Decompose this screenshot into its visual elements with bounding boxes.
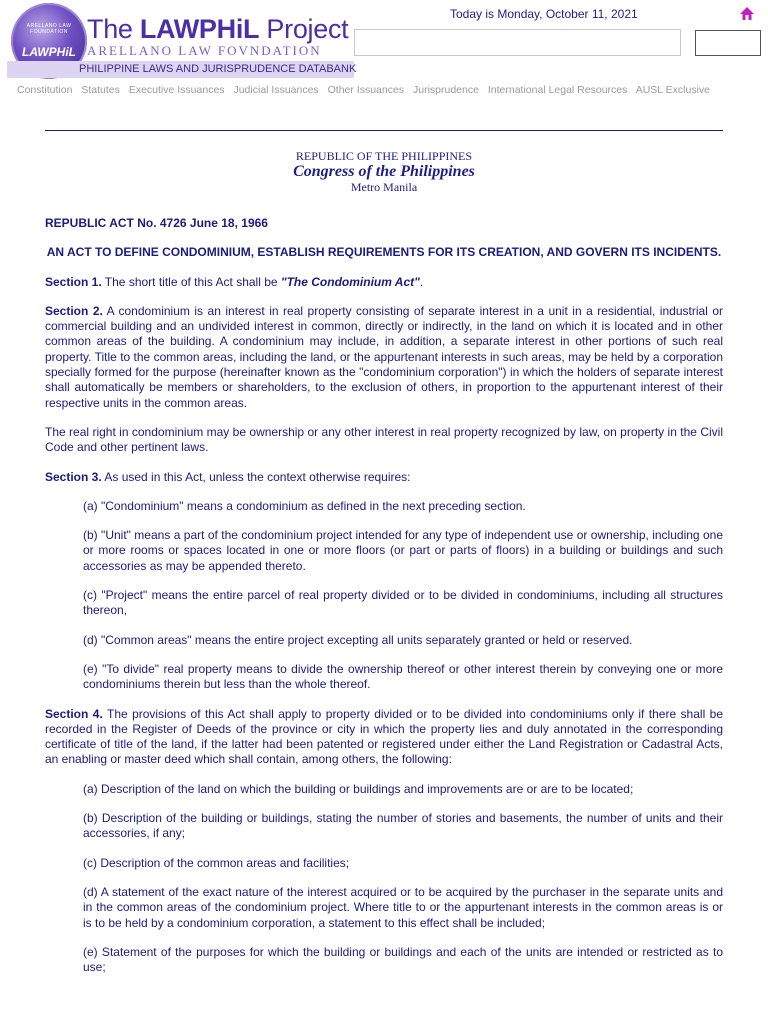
section-1-text: The short title of this Act shall be [101, 274, 281, 289]
home-icon[interactable] [739, 6, 755, 22]
nav-executive-issuances[interactable]: Executive Issuances [128, 84, 225, 96]
logo-badge-top: ARELLANO LAW FOUNDATION [26, 23, 72, 35]
section-3 [45, 470, 723, 485]
section-3-item-e: (e) "To divide" real property means to divide the ownership thereof or other interest therein by conveying one or more condominiums therein but less than the whole thereof. [83, 661, 723, 692]
section-4-item-a: (a) Description of the land on which the building or buildings and improvements are or are to be located; [83, 781, 634, 796]
act-title: AN ACT TO DEFINE CONDOMINIUM, ESTABLISH REQUIREMENTS FOR ITS CREATION, AND GOVERN ITS INCIDENTS. [46, 245, 722, 260]
logo-badge-main: LAWPHiL [22, 45, 76, 59]
databank-banner [7, 61, 357, 78]
section-3-text: As used in this Act, unless the context otherwise requires: [101, 469, 411, 484]
nav-statutes[interactable]: Statutes [81, 84, 120, 96]
section-4-item-e: (e) Statement of the purposes for which the building or buildings and each of the units are intended or restricted as to use; [83, 944, 723, 975]
city-label: Metro Manila [350, 180, 418, 194]
section-1-end: . [419, 274, 424, 289]
section-3-item-a: (a) "Condominium" means a condominium as defined in the next preceding section. [83, 498, 526, 513]
brand-title[interactable] [87, 14, 348, 45]
section-4-text: The provisions of this Act shall apply to property divided or to be divided into condominiums only if there shall be recorded in the Register of Deeds of the province or city in which the property lies and duly annotated in the corresponding certificate of title of the land, if the latter had been patented or registered under either the Land Registration or Cadastral Acts, an enabling or master deed which shall contain, among others, the following: [45, 706, 723, 767]
section-2-paragraph-2: The real right in condominium may be ownership or any other interest in real property recognized by law, on property in the Civil Code and other pertinent laws. [45, 424, 723, 455]
section-3-item-b: (b) "Unit" means a part of the condominium project intended for any type of independent use or ownership, including one or more rooms or spaces located in one or more floors (or part or parts of floors) in a building or buildings and such accessories as may be appended thereto. [83, 528, 723, 573]
nav-ausl-exclusive[interactable]: AUSL Exclusive [635, 84, 711, 96]
republic-label: REPUBLIC OF THE PHILIPPINES [295, 149, 473, 163]
section-3-item-c: (c) "Project" means the entire parcel of real property divided or to be divided in condominiums, including all structures thereon, [83, 588, 723, 618]
section-4 [45, 707, 723, 768]
foundation-name: ARELLANO LAW FOVNDATION [87, 43, 322, 58]
site-header [0, 0, 768, 84]
nav-jurisprudence[interactable]: Jurisprudence [412, 84, 479, 96]
header-divider [45, 130, 723, 131]
section-3-item-d: (d) "Common areas" means the entire project excepting all units separately granted or held or reserved. [83, 632, 633, 647]
document-body [45, 216, 723, 989]
section-4-item-c: (c) Description of the common areas and facilities; [83, 855, 350, 870]
search-button[interactable] [695, 30, 761, 56]
section-4-item-d: (d) A statement of the exact nature of the interest acquired or to be acquired by the purchaser in the separate units and in the common areas of the condominium project. Where title to or the appurtenant interests in the common areas is or is to be held by a condominium corporation, a statement to this effect shall be included; [83, 884, 723, 930]
current-date: Today is Monday, October 11, 2021 [450, 7, 638, 21]
congress-label: Congress of the Philippines [293, 163, 475, 180]
section-4-label: Section 4. [45, 706, 103, 721]
section-1-label: Section 1. [45, 274, 102, 289]
brand-name: LAWPHiL [139, 14, 260, 44]
databank-label: PHILIPPINE LAWS AND JURISPRUDENCE DATABANK [79, 63, 357, 75]
brand-prefix: The [87, 14, 140, 44]
act-number: REPUBLIC ACT No. 4726 June 18, 1966 [45, 216, 268, 230]
section-2-text: A condominium is an interest in real property consisting of separate interest in a unit in a residential, industrial or commercial building and an undivided interest in common, directly or indirectly, in the land on which it is located and in other common areas of the building. A condominium may include, in addition, a separate interest in other portions of such real property. Title to the common areas, including the land, or the appurtenant interests in such areas, may be held by a corporation specially formed for the purpose (hereinafter known as the "condominium corporation") in which the holders of separate interest shall automatically be members or shareholders, to the exclusion of others, in proportion to the appurtenant interest of their respective units in the common areas. [45, 303, 723, 410]
section-2 [45, 304, 723, 411]
brand-suffix: Project [259, 14, 349, 44]
main-nav [17, 84, 716, 96]
nav-other-issuances[interactable]: Other Issuances [327, 84, 405, 96]
short-title: "The Condominium Act" [280, 274, 420, 289]
section-2-label: Section 2. [45, 303, 103, 318]
section-4-item-b: (b) Description of the building or buildings, stating the number of stories and basements, the number of units and their accessories, if any; [83, 811, 723, 841]
nav-judicial-issuances[interactable]: Judicial Issuances [233, 84, 319, 96]
section-3-label: Section 3. [45, 469, 102, 484]
issuing-body [45, 150, 723, 194]
search-input[interactable] [354, 29, 681, 56]
section-1 [45, 275, 723, 290]
nav-international-legal-resources[interactable]: International Legal Resources [487, 84, 628, 96]
nav-constitution[interactable]: Constitution [17, 84, 73, 96]
